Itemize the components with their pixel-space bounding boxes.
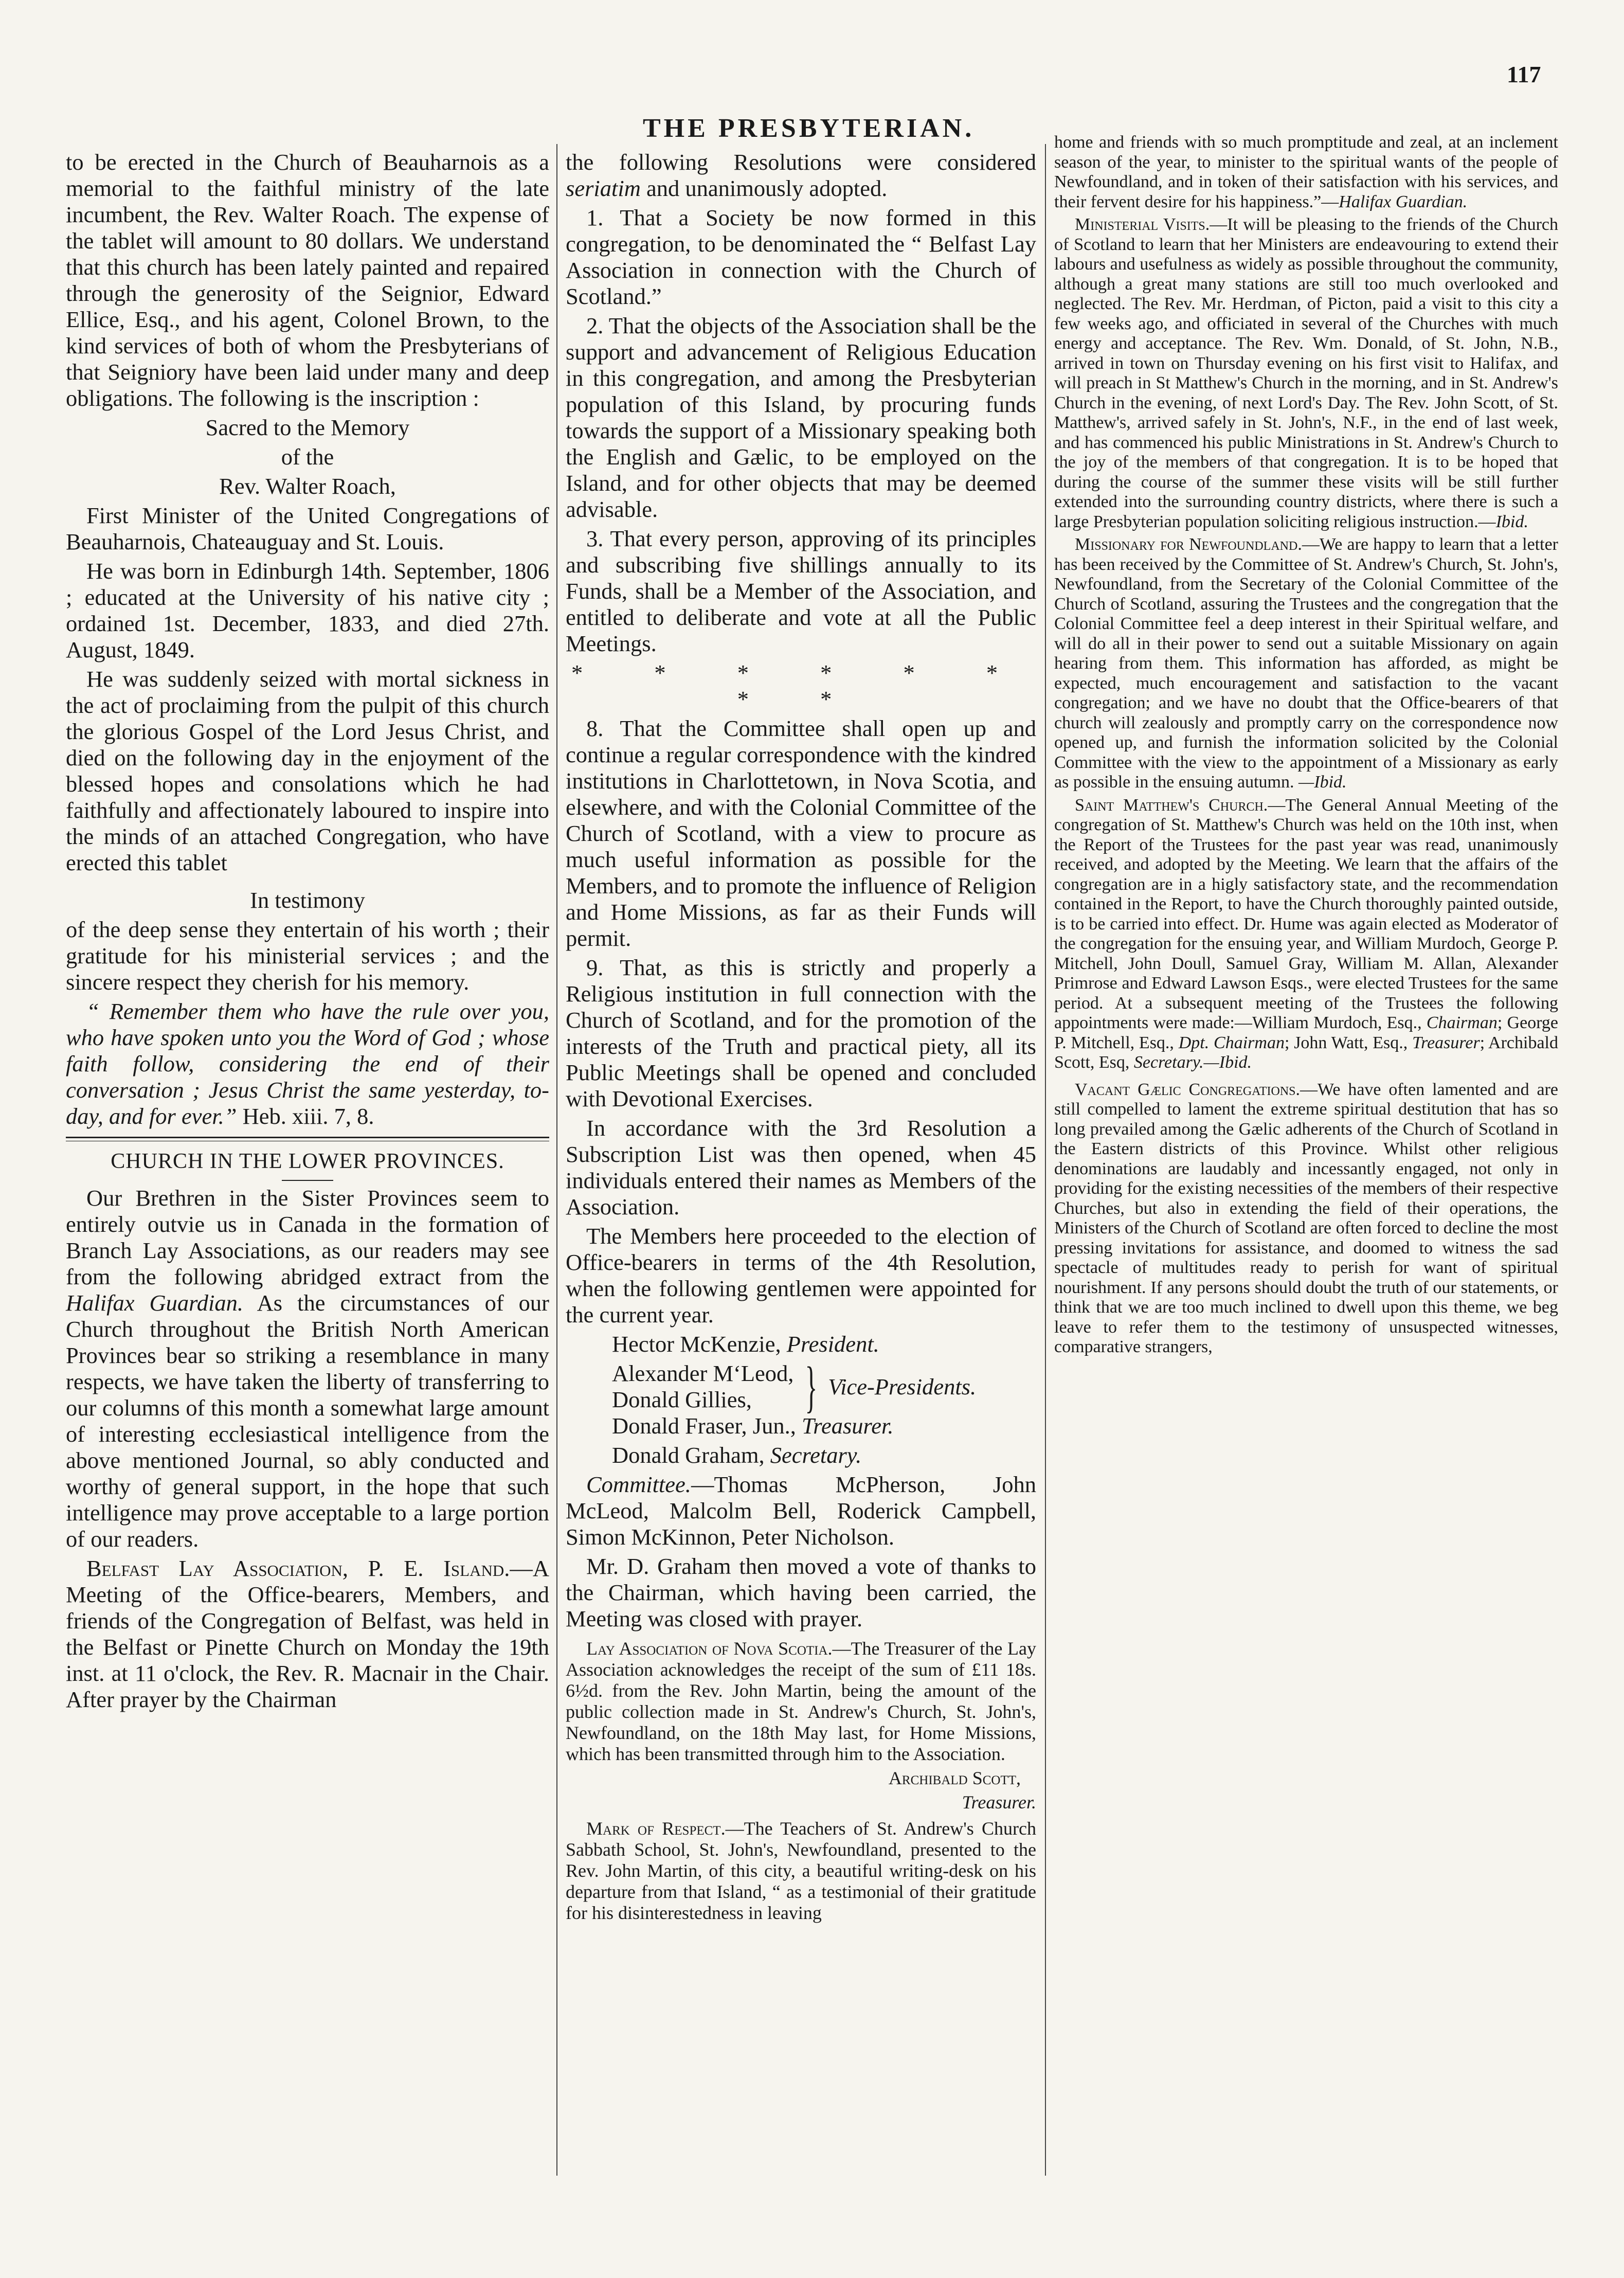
ministerial-visits-heading: Ministerial Visits. bbox=[1075, 215, 1210, 234]
officer-committee bbox=[566, 1472, 1036, 1550]
resolutions-intro-b: and unanimously adopted. bbox=[640, 175, 888, 201]
ministerial-visits-paragraph bbox=[1054, 215, 1558, 532]
brethren-text-b: As the circumstances of our Church throughout the British North American Provinces bear so striking a resemblance in many respects, we have taken the liberty of transferring to our columns of this month a somewhat large amount of interesting ecclesiastical intelligence from the above mentioned Journal, so ably conducted and worthy of general support, in the hope that such intelligence may prove acceptable to a large portion of our readers. bbox=[66, 1290, 549, 1552]
vacant-gaelic-text: —We have often lamented and are still compelled to lament the extreme spiritual destitution that has so long prevailed among the Gælic adherents of the Church of Scotland in the Eastern districts of this Province. Whilst other religious denominations are laudably and incessantly engaged, not only in providing for the existing necessities of the members of their respective Churches, but also in extending the field of their operations, the Ministers of the Church of Scotland are often forced to decline the most pressing invitations for assistance, and doomed to witness the sad spectacle of multitudes ready to perish for want of spiritual nourishment. If any persons should doubt the truth of our statements, or think that we are too much inclined to dwell upon this theme, we beg leave to refer them to the testimony of unsuspected witnesses, comparative strangers, bbox=[1054, 1080, 1558, 1356]
mark-of-respect-text: —The Teachers of St. Andrew's Church Sabbath School, St. John's, Newfoundland, presented to the Rev. John Martin, of this city, a beautiful writing-desk on his departure from that Island, “ as a testimonial of their gratitude for his disinterestedness in leaving bbox=[566, 1818, 1037, 1923]
quote-text: “ Remember them who have the rule over you, who have spoken unto you the Word of God ; whose faith follow, considering the end of their conversation ; Jesus Christ the same yesterday, to-day, and for ever.” bbox=[66, 998, 549, 1129]
vice-president-1: Alexander M‘Leod, bbox=[612, 1360, 794, 1386]
column-left bbox=[66, 149, 549, 1716]
missionary-source: —Ibid. bbox=[1298, 773, 1347, 792]
vice-president-names bbox=[612, 1360, 793, 1413]
resolution-3: 3. That every person, approving of its principles and subscribing five shillings annually to its Funds, shall be a Member of the Association, and entitled to deliberate and vote at all the Public Meetings. bbox=[566, 526, 1036, 656]
treasurer-name: Donald Fraser, Jun., bbox=[612, 1413, 802, 1439]
belfast-paragraph bbox=[66, 1555, 549, 1713]
subscription-paragraph: In accordance with the 3rd Resolution a Subscription List was then opened, when 45 individuals entered their names as Members of the Association. bbox=[566, 1115, 1036, 1219]
column-right bbox=[1054, 133, 1558, 1360]
home-text: home and friends with so much promptitude and zeal, at an inclement season of the year, to minister to the spiritual wants of the people of Newfoundland, and in token of their satisfaction with his services, and their fervent desire for his happiness.”— bbox=[1054, 133, 1558, 211]
missionary-heading: Missionary for Newfoundland. bbox=[1075, 535, 1302, 554]
committee-names: —Thomas McPherson, John McLeod, Malcolm Bell, Roderick Campbell, Simon McKinnon, Peter Nicholson. bbox=[566, 1472, 1036, 1550]
mark-of-respect-heading: Mark of Respect. bbox=[586, 1818, 726, 1839]
brace-glyph: } bbox=[805, 1355, 818, 1418]
saint-matthews-chairman: Chairman bbox=[1426, 1013, 1497, 1032]
vice-presidents-title: Vice-Presidents. bbox=[828, 1373, 977, 1400]
officer-president bbox=[566, 1331, 1036, 1357]
inscription-line-1: Sacred to the Memory bbox=[205, 415, 410, 440]
section-heading: CHURCH IN THE LOWER PROVINCES. bbox=[111, 1150, 504, 1173]
lay-association-text: —The Treasurer of the Lay Association acknowledges the receipt of the sum of £11 18s. 6½d. from the Rev. John Martin, being the amount of the public collection made in St. Andrew's Church, St. John's, Newfoundland, on the 18th May last, for Home Missions, which has been transmitted through him to the Association. bbox=[566, 1638, 1037, 1764]
lay-association-paragraph bbox=[566, 1638, 1036, 1765]
president-name: Hector McKenzie, bbox=[612, 1331, 787, 1357]
secretary-title: Secretary. bbox=[770, 1442, 862, 1468]
resolution-1: 1. That a Society be now formed in this congregation, to be denominated the “ Belfast Lay Association in connection with the Church of Scotland.” bbox=[566, 205, 1036, 309]
quote-reference: Heb. xiii. 7, 8. bbox=[242, 1103, 374, 1129]
saint-matthews-heading: Saint Matthew's Church. bbox=[1075, 795, 1268, 815]
saint-matthews-mid2: ; John Watt, Esq., bbox=[1284, 1033, 1413, 1052]
saint-matthews-mid3: ; Archibald Scott, Esq, bbox=[1054, 1033, 1559, 1072]
home-paragraph bbox=[1054, 133, 1558, 212]
column-rule-right bbox=[1045, 144, 1046, 2176]
mark-of-respect-paragraph bbox=[566, 1818, 1036, 1924]
ministerial-visits-text: —It will be pleasing to the friends of the Church of Scotland to learn that her Ministers are endeavouring to extend their labours and usefulness as widely as possible throughout the community, although a great many stations are still too much overlooked and neglected. The Rev. Mr. Herdman, of Picton, paid a visit to this city a few weeks ago, and officiated in several of the Churches with much energy and acceptance. The Rev. Wm. Donald, of St. John, N.B., arrived in town on Thursday evening on his first visit to Halifax, and will preach in St Matthew's Church in the morning, and in St. Andrew's Church in the evening, of next Lord's Day. The Rev. John Scott, of St. Matthew's, arrived safely in St. John's, N.F., in the end of last week, and has commenced his public Ministrations in St. Andrew's Church to the joy of the members of that congregation. It is to be hoped that during the course of the summer these visits will be still further extended into the surrounding country districts, where there is such a large Presbyterian population soliciting religious instruction.— bbox=[1054, 215, 1558, 531]
resolutions-intro-seriatim: seriatim bbox=[566, 175, 641, 201]
signature-title: Treasurer. bbox=[962, 1792, 1036, 1813]
saint-matthews-text: —The General Annual Meeting of the congregation of St. Matthew's Church was held on the 10th inst, when the Report of the Trustees for the past year was read, unanimously received, and adopted by the Meeting. We learn that the affairs of the congregation are in a higly satisfactory state, and the recommendation contained in the Report, to have the Church thoroughly painted outside, is to be carried into effect. Dr. Hume was again elected as Moderator of the congregation for the ensuing year, and William Murdoch, George P. Mitchell, John Doull, Samuel Gray, William M. Allan, Alexander Primrose and Edward Lawson Esqs., were elected Trustees for the same period. At a subsequent meeting of the Trustees the following appointments were made:—William Murdoch, Esq., bbox=[1054, 795, 1558, 1032]
belfast-heading: Belfast Lay Association, P. E. Island. bbox=[86, 1555, 510, 1581]
vice-president-2: Donald Gillies, bbox=[612, 1387, 752, 1412]
journal-title: THE PRESBYTERIAN. bbox=[643, 114, 975, 143]
omission-stars: * * * * * * * * bbox=[571, 660, 1031, 712]
vote-paragraph: Mr. D. Graham then moved a vote of thanks to the Chairman, which having been carried, the Meeting was closed with prayer. bbox=[566, 1553, 1036, 1631]
ministerial-visits-source: Ibid. bbox=[1495, 512, 1528, 531]
resolution-2: 2. That the objects of the Association shall be the support and advancement of Religious Education in this congregation, and among the Presbyterian population of this Island, by procuring funds towards the support of a Missionary speaking both the English and Gælic, to be employed on the Island, and for other objects that may be deemed advisable. bbox=[566, 313, 1036, 522]
belfast-text: —A Meeting of the Office-bearers, Members, and friends of the Congregation of Belfast, was held in the Belfast or Pinette Church on Monday the 19th inst. at 11 o'clock, the Rev. R. Macnair in the Chair. After prayer by the Chairman bbox=[66, 1555, 549, 1712]
officer-secretary bbox=[566, 1442, 1036, 1468]
inscription-line-4: First Minister of the United Congregations of Beauharnois, Chateauguay and St. Louis. bbox=[66, 503, 549, 554]
inscription-testimony-heading: In testimony bbox=[250, 887, 365, 913]
lay-association-heading: Lay Association of Nova Scotia. bbox=[586, 1638, 833, 1659]
resolution-8: 8. That the Committee shall open up and continue a regular correspondence with the kindred institutions in Charlottetown, in Nova Scotia, and elsewhere, and with the Colonial Committee of the Church of Scotland, with a view to procure as much useful information as possible for the Members, and to promote the influence of Religion and Home Missions, as far as their Funds will permit. bbox=[566, 715, 1036, 951]
election-paragraph: The Members here proceeded to the election of Office-bearers in terms of the 4th Resolution, when the following gentlemen were appointed for the current year. bbox=[566, 1223, 1036, 1328]
resolution-9: 9. That, as this is strictly and properly a Religious institution in full connection with the Church of Scotland, and for the promotion of the interests of the Truth and practical piety, all its Public Meetings shall be opened and concluded with Devotional Exercises. bbox=[566, 955, 1036, 1111]
column-rule-left bbox=[556, 144, 557, 2176]
officer-vice-presidents bbox=[566, 1355, 1036, 1418]
secretary-name: Donald Graham, bbox=[612, 1442, 770, 1468]
inscription-born: He was born in Edinburgh 14th. September, 1806 ; educated at the University of his native city ; ordained 1st. December, 1833, and died 27th. August, 1849. bbox=[66, 558, 549, 662]
signature-name: Archibald Scott, bbox=[888, 1768, 1021, 1788]
saint-matthews-mid: ; George P. Mitchell, Esq., bbox=[1054, 1013, 1559, 1052]
column-middle bbox=[566, 149, 1036, 1927]
page-number: 117 bbox=[1507, 61, 1541, 87]
saint-matthews-secretary: Secretary.—Ibid. bbox=[1133, 1053, 1252, 1072]
section-divider bbox=[66, 1137, 549, 1141]
section-heading-rule bbox=[282, 1180, 333, 1181]
officer-treasurer bbox=[566, 1413, 1036, 1439]
memorial-intro: to be erected in the Church of Beauharnois as a memorial to the faithful ministry of the late incumbent, the Rev. Walter Roach. The expense of the tablet will amount to 80 dollars. We understand that this church has been lately painted and repaired through the generosity of the Seignior, Edward Ellice, Esq., and his agent, Colonel Brown, to the kind services of both of whom the Presbyterians of that Seigniory have been laid under many and deep obligations. The following is the inscription : bbox=[66, 149, 549, 411]
vacant-gaelic-heading: Vacant Gælic Congregations. bbox=[1075, 1080, 1300, 1099]
committee-label: Committee. bbox=[586, 1472, 691, 1497]
brethren-source: Halifax Guardian. bbox=[66, 1290, 244, 1316]
inscription-testimony: of the deep sense they entertain of his worth ; their gratitude for his ministerial services ; and the sincere respect they cherish for his memory. bbox=[66, 917, 549, 995]
inscription-line-3: Rev. Walter Roach, bbox=[219, 473, 396, 499]
treasurer-title: Treasurer. bbox=[802, 1413, 894, 1439]
brethren-paragraph bbox=[66, 1185, 549, 1552]
brethren-text-a: Our Brethren in the Sister Provinces seem to entirely outvie us in Canada in the formation of Branch Lay Associations, as our readers may see from the following abridged extract from the bbox=[66, 1185, 549, 1289]
inscription-seized: He was suddenly seized with mortal sickness in the act of proclaiming from the pulpit of this church the glorious Gospel of the Lord Jesus Christ, and died on the following day in the enjoyment of the blessed hopes and consolations which he had faithfully and affectionately laboured to inspire into the minds of an attached Congregation, who have erected this tablet bbox=[66, 666, 549, 875]
saint-matthews-deputy: Dpt. Chairman bbox=[1178, 1033, 1285, 1052]
inscription-quote bbox=[66, 998, 549, 1129]
vacant-gaelic-paragraph bbox=[1054, 1080, 1558, 1357]
resolutions-intro-a: the following Resolutions were considered bbox=[566, 149, 1036, 175]
home-source: Halifax Guardian. bbox=[1339, 192, 1468, 211]
missionary-text: —We are happy to learn that a letter has been received by the Committee of St. Andrew's Church, St. John's, Newfoundland, from the Secretary of the Colonial Committee of the Church of Scotland, assuring the Trustees and the congregation that the Colonial Committee feel a deep interest in their Spiritual welfare, and will do all in their power to send out a suitable Missionary on again hearing from them. This information has afforded, as might be expected, much encouragement and satisfaction to the vacant congregation; and we have no doubt that the Office-bearers of that church will zealously and promptly carry on the correspondence now opened up, and furnish the information solicited by the Colonial Committee with the view to the appointment of a Missionary as early as possible in the ensuing autumn. bbox=[1054, 535, 1558, 792]
saint-matthews-treasurer: Treasurer bbox=[1412, 1033, 1480, 1052]
saint-matthews-paragraph bbox=[1054, 796, 1558, 1073]
inscription-line-2: of the bbox=[281, 444, 334, 470]
resolutions-intro bbox=[566, 149, 1036, 202]
president-title: President. bbox=[786, 1331, 879, 1357]
missionary-paragraph bbox=[1054, 535, 1558, 793]
